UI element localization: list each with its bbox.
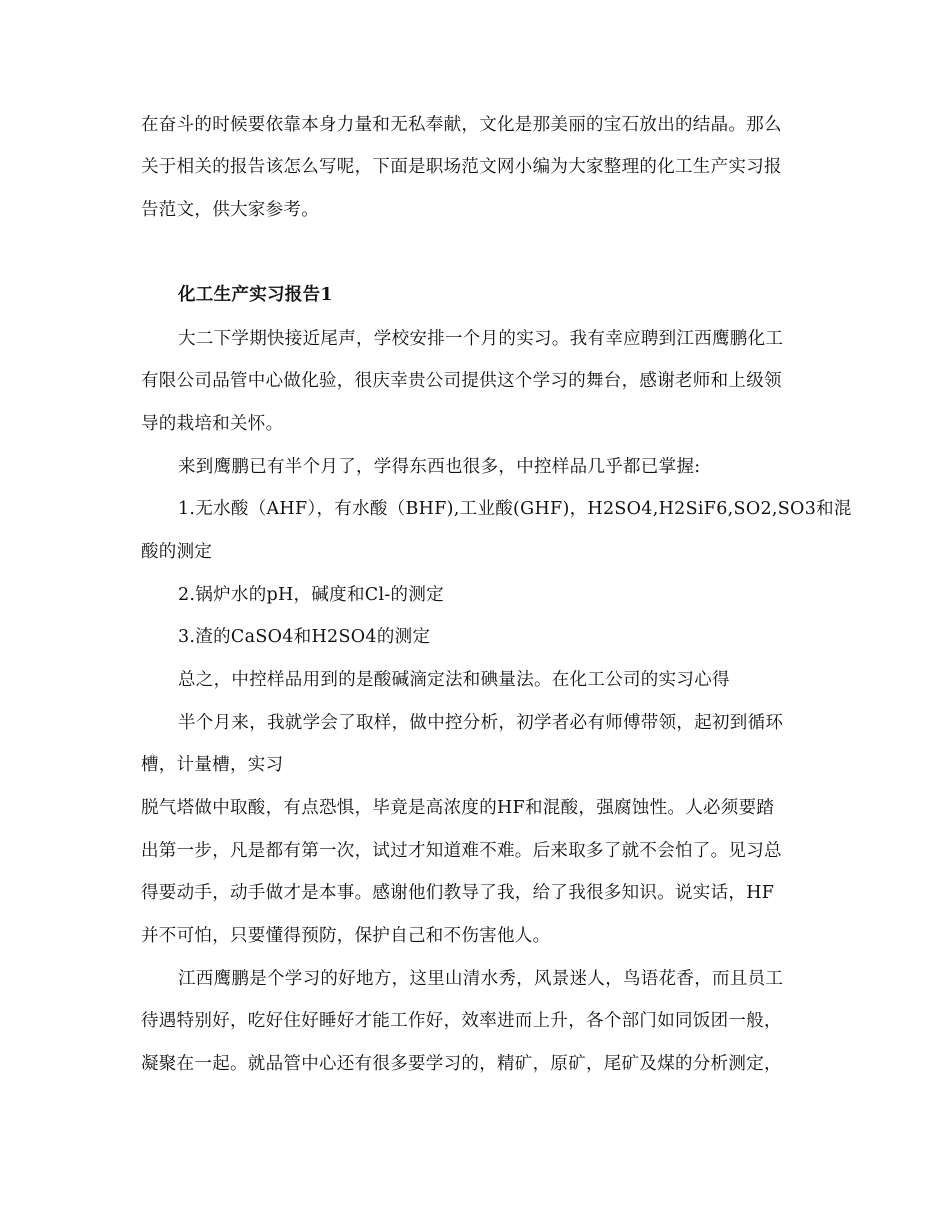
paragraph-line: 并不可怕，只要懂得预防，保护自己和不伤害他人。 (141, 926, 551, 946)
paragraph-line: 槽，计量槽，实习 (141, 755, 284, 775)
list-item-3: 3.渣的CaSO4和H2SO4的测定 (178, 627, 431, 647)
paragraph-line: 大二下学期快接近尾声，学校安排一个月的实习。我有幸应聘到江西鹰鹏化工 (178, 329, 784, 349)
paragraph-line: 凝聚在一起。就品管中心还有很多要学习的，精矿，原矿，尾矿及煤的分析测定， (141, 1054, 782, 1074)
list-item-1-cont: 酸的测定 (141, 542, 213, 562)
paragraph-line: 导的栽培和关怀。 (141, 414, 284, 434)
paragraph-line: 得要动手，动手做才是本事。感谢他们教导了我，给了我很多知识。说实话，HF (141, 883, 775, 903)
intro-line-2: 关于相关的报告该怎么写呢，下面是职场范文网小编为大家整理的化工生产实习报 (141, 157, 782, 177)
section-title: 化工生产实习报告1 (178, 285, 333, 305)
list-item-1: 1.无水酸（AHF），有水酸（BHF),工业酸(GHF)，H2SO4,H2SiF6,SO2,SO3和混 (178, 499, 852, 519)
paragraph-line: 江西鹰鹏是个学习的好地方，这里山清水秀，风景迷人，鸟语花香，而且员工 (178, 969, 784, 989)
paragraph-line: 来到鹰鹏已有半个月了，学得东西也很多，中控样品几乎都已掌握: (178, 457, 701, 477)
paragraph-line: 半个月来，我就学会了取样，做中控分析，初学者必有师傅带领，起初到循环 (178, 713, 784, 733)
paragraph-line: 出第一步，凡是都有第一次，试过才知道难不难。后来取多了就不会怕了。见习总 (141, 841, 782, 861)
intro-line-1: 在奋斗的时候要依靠本身力量和无私奉献，文化是那美丽的宝石放出的结晶。那么 (141, 115, 782, 135)
paragraph-line: 总之，中控样品用到的是酸碱滴定法和碘量法。在化工公司的实习心得 (178, 670, 730, 690)
paragraph-line: 有限公司品管中心做化验，很庆幸贵公司提供这个学习的舞台，感谢老师和上级领 (141, 371, 782, 391)
list-item-2: 2.锅炉水的pH，碱度和Cl-的测定 (178, 585, 444, 605)
intro-line-3: 告范文，供大家参考。 (141, 200, 319, 220)
paragraph-line: 脱气塔做中取酸，有点恐惧，毕竟是高浓度的HF和混酸，强腐蚀性。人必须要踏 (141, 798, 775, 818)
paragraph-line: 待遇特别好，吃好住好睡好才能工作好，效率进而上升，各个部门如同饭团一般， (141, 1011, 782, 1031)
